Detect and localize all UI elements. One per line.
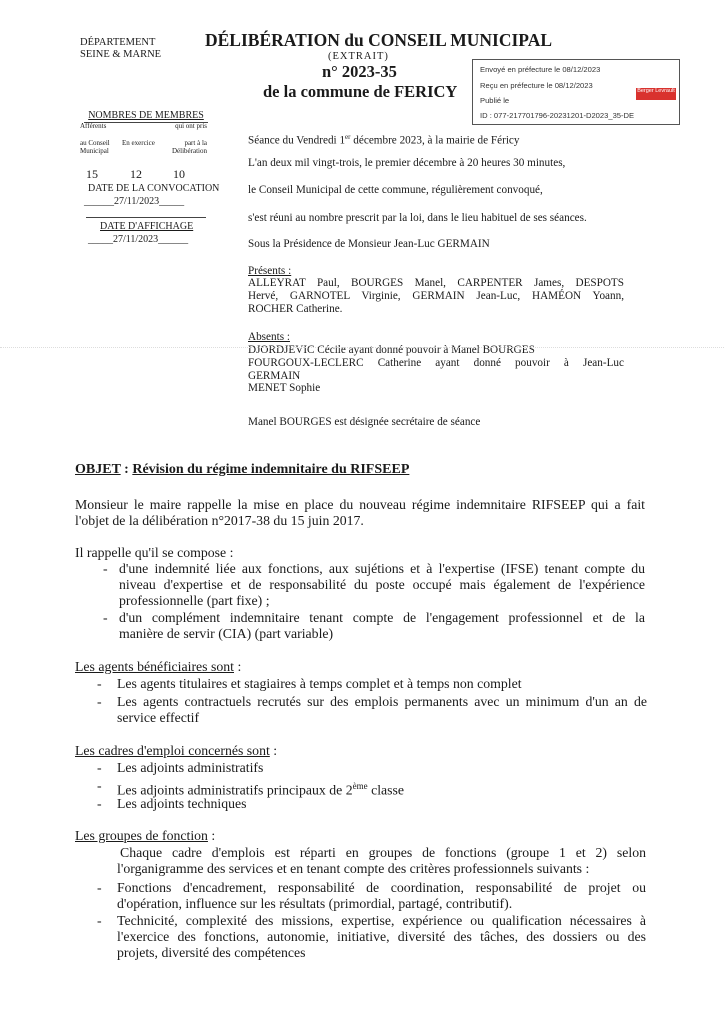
presents-label: Présents : xyxy=(248,265,292,277)
members-col-deliberation: qui ont pris part à la Délibération xyxy=(172,122,207,155)
cadre-administratifs: Les adjoints administratifs xyxy=(117,760,264,775)
scan-line xyxy=(0,347,724,348)
members-divider-2 xyxy=(86,217,206,218)
session-president: Sous la Présidence de Monsieur Jean-Luc GERMAIN xyxy=(248,238,490,250)
dash: - xyxy=(103,610,108,625)
beneficiaire-contractuels: Les agents contractuels recrutés sur des emplois permanents avec un minimum d'un an de service effectif xyxy=(117,694,647,725)
berger-levrault-logo: Berger Levrault xyxy=(636,88,676,100)
beneficiaire-titulaires: Les agents titulaires et stagiaires à temps complet et à temps non complet xyxy=(117,676,522,691)
department-label: DÉPARTEMENT xyxy=(80,37,156,48)
affichage-date: _____27/11/2023______ xyxy=(88,234,189,245)
groupe-critere-technicite: Technicité, complexité des missions, expertise, expérience ou qualification nécessaires à l'exercice des fonctions, autonomie, initiative, diversité des tâches, des dossiers ou des projets, diversité des compétences xyxy=(117,913,646,960)
stamp-id: ID : 077-217701796-20231201-D2023_35-DE xyxy=(480,111,635,120)
compose-line: Il rappelle qu'il se compose : xyxy=(75,545,234,560)
deliberation-number: n° 2023-35 xyxy=(322,62,397,81)
presents-list: ALLEYRAT Paul, BOURGES Manel, CARPENTER James, DESPOTS Hervé, GARNOTEL Virginie, GERMAIN Jean-Luc, HAMÉON Yoann, ROCHER Catherine. xyxy=(248,277,624,315)
session-line-1: Séance du Vendredi 1er décembre 2023, à la mairie de Féricy xyxy=(248,133,520,147)
dash: - xyxy=(103,561,108,576)
session-line-2: L'an deux mil vingt-trois, le premier décembre à 20 heures 30 minutes, xyxy=(248,157,566,169)
dash: - xyxy=(97,676,102,691)
commune-name: de la commune de FERICY xyxy=(263,82,458,101)
groupes-heading: Les groupes de fonction : xyxy=(75,828,216,843)
members-col-exercice: En exercice xyxy=(122,139,155,147)
session-line-3: le Conseil Municipal de cette commune, régulièrement convoqué, xyxy=(248,184,543,196)
dash: - xyxy=(97,694,102,709)
cadres-heading: Les cadres d'emploi concernés sont : xyxy=(75,743,278,758)
convocation-label: DATE DE LA CONVOCATION xyxy=(88,183,220,194)
objet-heading: OBJET : Révision du régime indemnitaire du RIFSEEP xyxy=(75,462,410,477)
dash: - xyxy=(97,778,102,793)
dash: - xyxy=(97,760,102,775)
stamp-sent: Envoyé en préfecture le 08/12/2023 xyxy=(480,65,601,74)
session-line-4: s'est réuni au nombre prescrit par la loi, dans le lieu habituel de ses séances. xyxy=(248,212,587,224)
dash: - xyxy=(97,880,102,895)
dash: - xyxy=(97,796,102,811)
department-name: SEINE & MARNE xyxy=(80,49,162,60)
affichage-label: DATE D'AFFICHAGE xyxy=(100,221,194,232)
component-ifse: d'une indemnité liée aux fonctions, aux sujétions et à l'expertise (IFSE) tenant compte du niveau d'expertise et de responsabilité du poste occupé mais également de l'expérience professionnelle (part fixe) ; xyxy=(119,561,645,608)
absents-label: Absents : xyxy=(248,331,290,343)
members-deliberation-value: 10 xyxy=(173,167,185,181)
convocation-date: ______27/11/2023_____ xyxy=(84,196,185,207)
members-col-afferents: Afférents au Conseil Municipal xyxy=(80,122,110,155)
objet-label: OBJET xyxy=(75,462,121,477)
objet-title: Révision du régime indemnitaire du RIFSEEP xyxy=(132,462,410,477)
groupe-critere-encadrement: Fonctions d'encadrement, responsabilité de coordination, responsabilité de projet ou d'opération, influence sur les résultats (primordial, partagé, contributif). xyxy=(117,880,646,911)
department-block xyxy=(80,37,161,61)
beneficiaires-heading: Les agents bénéficiaires sont : xyxy=(75,659,242,674)
secretary-line: Manel BOURGES est désignée secrétaire de séance xyxy=(248,416,481,428)
document-title: DÉLIBÉRATION du CONSEIL MUNICIPAL xyxy=(205,30,553,50)
component-cia: d'un complément indemnitaire tenant compte de l'engagement professionnel et de la manière de servir (CIA) (part variable) xyxy=(119,610,645,641)
cadre-principaux: Les adjoints administratifs principaux de 2ème classe xyxy=(117,781,405,798)
stamp-published: Publié le xyxy=(480,96,510,105)
extrait-label: (EXTRAIT) xyxy=(328,51,389,62)
prefecture-stamp xyxy=(472,59,680,125)
members-exercice-value: 12 xyxy=(130,167,142,181)
stamp-received: Reçu en préfecture le 08/12/2023 xyxy=(480,81,593,90)
dash: - xyxy=(97,913,102,928)
members-title: NOMBRES DE MEMBRES xyxy=(88,110,204,121)
intro-paragraph: Monsieur le maire rappelle la mise en place du nouveau régime indemnitaire RIFSEEP qui a fait l'objet de la délibération n°2017-38 du 15 juin 2017. xyxy=(75,497,645,528)
cadre-techniques: Les adjoints techniques xyxy=(117,796,247,811)
absents-list: DJORDJEVIC Cécile ayant donné pouvoir à Manel BOURGES FOURGOUX-LECLERC Catherine ayant donné pouvoir à Jean-Luc GERMAIN MENET Sophie xyxy=(248,344,624,395)
members-afferents-value: 15 xyxy=(86,167,98,181)
groupes-intro: Chaque cadre d'emplois est réparti en groupes de fonctions (groupe 1 et 2) selon l'organigramme des services et en tenant compte des critères professionnels suivants : xyxy=(117,845,646,876)
